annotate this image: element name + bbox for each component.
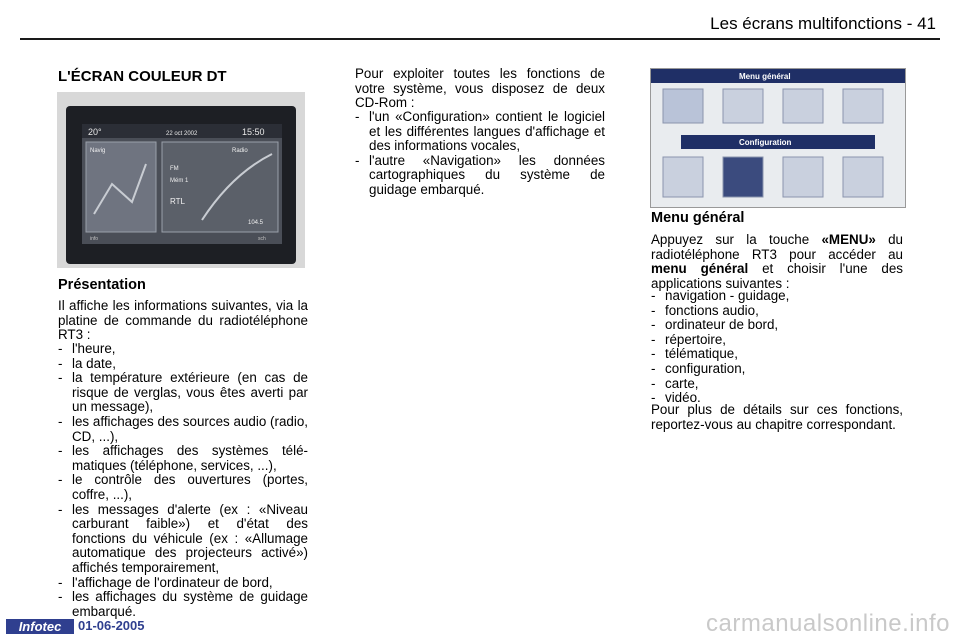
menu-general-term: menu général <box>651 261 749 277</box>
list-item: - le contrôle des ouvertures (portes, coffre, ...), <box>58 473 308 502</box>
screen-line-4: 104.5 <box>248 220 264 226</box>
screen-footer-left: info <box>90 236 99 242</box>
screen-line-3: RTL <box>170 197 185 206</box>
list-item: - navigation - guidage, <box>651 289 903 304</box>
list-item: - les affichages du système de guidage embarqué. <box>58 590 308 619</box>
page-header-title: Les écrans multifonctions - 41 <box>710 14 936 33</box>
list-item: - carte, <box>651 377 903 392</box>
infotec-logo: Infotec <box>6 619 74 634</box>
section-title: L'ÉCRAN COULEUR DT <box>58 68 227 85</box>
list-item: - configuration, <box>651 362 903 377</box>
screen-temp: 20° <box>88 127 102 137</box>
screen-panel-right: Radio <box>232 148 248 154</box>
list-item: - répertoire, <box>651 333 903 348</box>
menu-general-title: Menu général <box>651 210 745 226</box>
footer-date: 01-06-2005 <box>78 618 145 633</box>
menu-general-intro <box>651 233 903 291</box>
screen-line-1: FM <box>170 166 179 172</box>
cdrom-list <box>355 110 605 198</box>
list-item: - les messages d'alerte (ex : «Niveau carburant faible») et d'état des fonctions du véhicule (ex : «Allumage automatique des projecteurs activé») affichés temporairement, <box>58 503 308 576</box>
screen-footer-right: sch <box>258 236 266 242</box>
intro-part-3: et choisir l'une des applications suivantes : <box>651 261 903 291</box>
list-item: - la date, <box>58 357 308 372</box>
list-item: - l'autre «Navigation» les données cartographiques du système de guidage embarqué. <box>355 154 605 198</box>
screen-line-2: Mém 1 <box>170 178 189 184</box>
presentation-title: Présentation <box>58 277 146 293</box>
list-item: - l'heure, <box>58 342 308 357</box>
list-item: - vidéo. <box>651 391 903 406</box>
menu-screen-selected: Configuration <box>739 138 792 147</box>
intro-part-1: Appuyez sur la touche <box>651 232 822 247</box>
header-rule <box>20 38 940 40</box>
list-item: - ordinateur de bord, <box>651 318 903 333</box>
list-item: - la température extérieure (en cas de risque de verglas, vous êtes averti par un message), <box>58 371 308 415</box>
screen-date: 22 oct 2002 <box>166 131 198 137</box>
menu-key: «MENU» <box>821 232 876 247</box>
display-screen-graphic <box>82 124 282 244</box>
list-item: - les affichages des systèmes télé-matiques (téléphone, services, ...), <box>58 444 308 473</box>
list-item: - les affichages des sources audio (radio, CD, ...), <box>58 415 308 444</box>
list-item: - l'un «Configuration» contient le logiciel et les différentes langues d'affichage et des informations vocales, <box>355 110 605 154</box>
applications-list <box>651 289 903 406</box>
menu-general-outro: Pour plus de détails sur ces fonctions, reportez-vous au chapitre correspondant. <box>651 402 903 432</box>
intro-part-2: du radiotéléphone RT3 pour accéder au <box>651 232 903 262</box>
menu-general-graphic <box>651 69 905 207</box>
watermark: carmanualsonline.info <box>706 610 950 637</box>
screen-time: 15:50 <box>242 127 265 137</box>
list-item: - l'affichage de l'ordinateur de bord, <box>58 576 308 591</box>
list-item: - fonctions audio, <box>651 304 903 319</box>
cdrom-intro: Pour exploiter toutes les fonctions de votre système, vous disposez de deux CD-Rom : <box>355 66 605 111</box>
list-item: - télématique, <box>651 347 903 362</box>
presentation-list <box>58 342 308 619</box>
screen-panel-left: Navig <box>90 148 106 154</box>
menu-screen-title: Menu général <box>739 72 791 81</box>
menu-general-screenshot <box>650 68 906 208</box>
display-screen <box>82 124 282 244</box>
presentation-intro: Il affiche les informations suivantes, via la platine de commande du radiotéléphone RT3 : <box>58 298 308 343</box>
